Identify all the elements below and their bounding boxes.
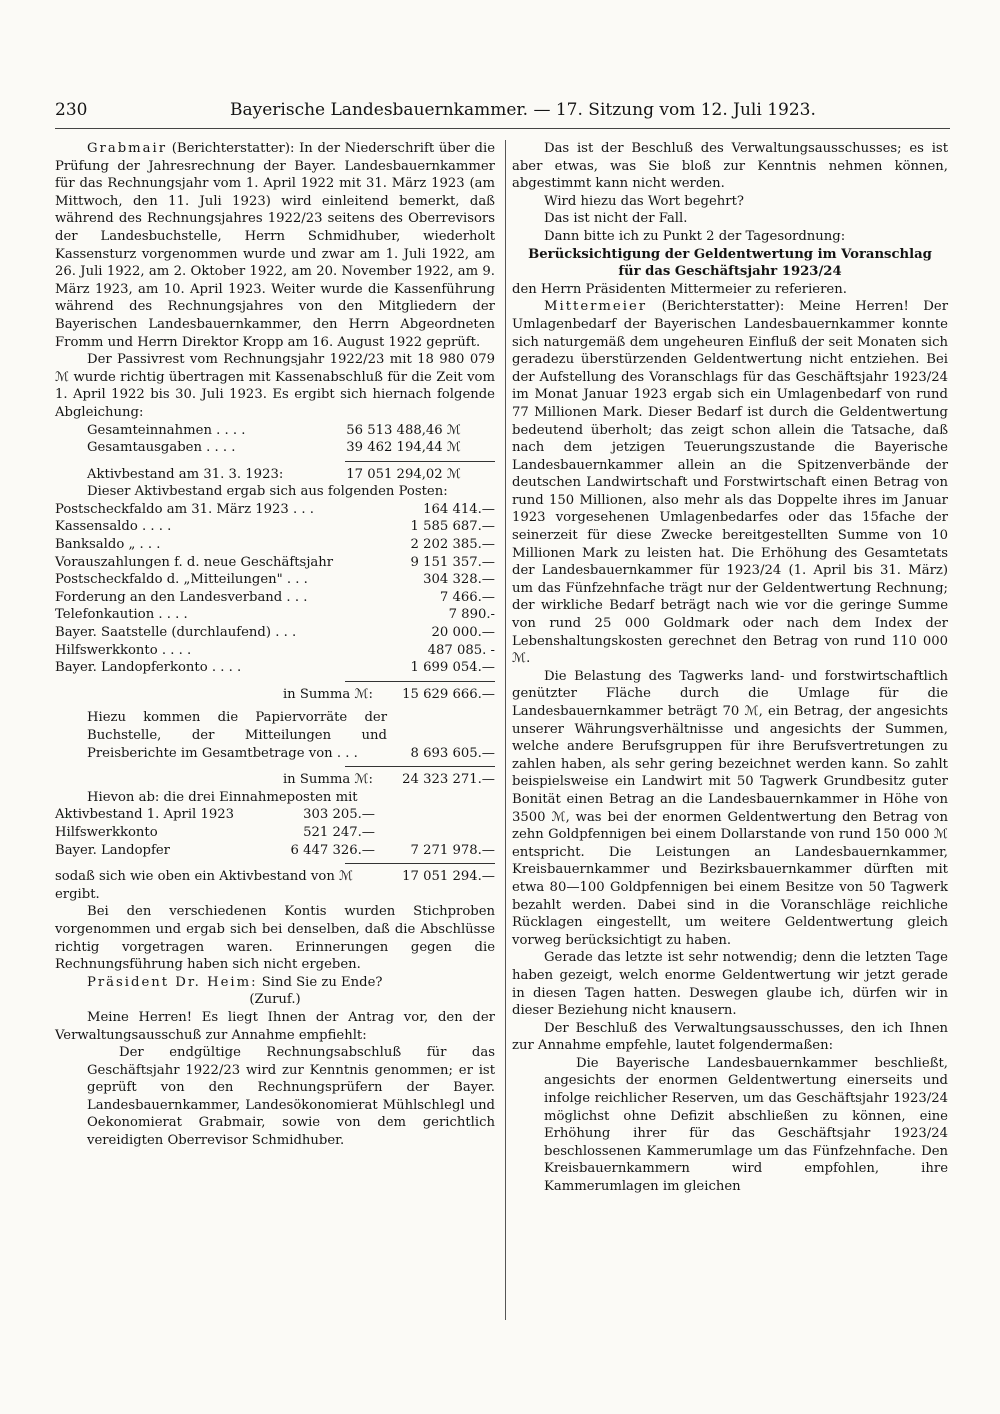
table-row: Banksaldo „ . . . 2 202 385.— — [55, 537, 495, 553]
paragraph: ergibt. — [55, 886, 100, 902]
table-row: Hilfswerkkonto . . . . 487 085. - — [55, 642, 495, 658]
table-row: Vorauszahlungen f. d. neue Geschäftsjahr 9 151 357.— — [55, 554, 495, 570]
paragraph: Der Passivrest vom Rechnungsjahr 1922/23 mit 18 980 079 ℳ wurde richtig übertragen mit Kassenabschluß für die Zeit vom 1. April 1922 bis 30. Juli 1923. Es ergibt sich hiernach folgende Abgleichung: — [55, 352, 495, 420]
paragraph: Gerade das letzte ist sehr notwendig; denn die letzten Tage haben gezeigt, welch enorme Geldentwertung wir jetzt gerade in diesen Tagen hatten. Deswegen glaube ich, dürfen wir in dieser Beziehung nicht knausern. — [512, 950, 948, 1019]
aktiv-row: Aktivbestand am 31. 3. 1923: 17 051 294,02 ℳ — [87, 466, 461, 482]
column-divider — [505, 140, 506, 1320]
sum-rule — [345, 766, 495, 767]
balance-table — [55, 422, 495, 457]
table-row: Aktivbestand 1. April 1923 303 205.— — [55, 807, 375, 823]
paragraph: Die Belastung des Tagwerks land- und forstwirtschaftlich genützter Fläche durch die Umlage für die Landesbauernkammer beträgt 70 ℳ, ein Betrag, der angesichts unserer Währungsverhältnisse und angesichts der Summen, welche andere Berufsgruppen für ihre Berufsvertretungen zu zahlen haben, als sehr gering bezeichnet werden kann. So zahlt beispielsweise ein Landwirt mit 50 Tagwerk Grundbesitz guter Bonität einen Betrag an die Landesbauernkammer in Höhe von 3500 ℳ, was bei der enormen Geldentwertung den Betrag von zehn Goldpfennigen bei einem Dollarstande von rund 150 000 ℳ entspricht. Die Leistungen an Landesbauernkammer, Kreisbauernkammer und Bezirksbauernkammer dürften mit etwa 80—100 Goldpfennigen bei einem Besitze von 50 Tagwerk bezahlt werden. Dabei sind in die Voranschläge reichliche Rücklagen eingestellt, um weitere Geldentwertung gleich vorweg berücksichtigt zu haben. — [512, 668, 948, 948]
motion-quote: Der endgültige Rechnungsabschluß für das Geschäftsjahr 1922/23 wird zur Kenntnis genommen; er ist geprüft von den Rechnungsprüfern der Bayer. Landesbauernkammer, Landesökonomierat Mühlschlegl und Oekonomierat Grabmair, sowie von dem gerichtlich vereidigten Oberrevisor Schmidhuber. — [87, 1045, 495, 1149]
papier-row: Hiezu kommen die Papiervorräte der Buchstelle, der Mitteilungen und Preisberichte im Gesamtbetrage von . . . 8 693 605.— — [87, 710, 495, 761]
paragraph: Der Beschluß des Verwaltungsausschusses, den ich Ihnen zur Annahme empfehle, lautet folgendermaßen: — [512, 1020, 948, 1054]
motion-quote: Die Bayerische Landesbauernkammer beschließt, angesichts der enormen Geldentwertung einerseits und infolge reichlicher Reserven, um das Geschäftsjahr 1923/24 möglichst ohne Defizit abschließen zu können, eine Erhöhung ihrer für das Geschäftsjahr 1923/24 beschlossenen Kammerumlage um das Fünfzehnfache. Den Kreisbauernkammern wird empfohlen, ihre Kammerumlagen im gleichen — [544, 1055, 948, 1195]
paragraph: Das ist nicht der Fall. — [544, 211, 688, 227]
sum-rule — [345, 681, 495, 682]
interjection: (Zuruf.) — [249, 992, 301, 1008]
sum-rule — [345, 461, 495, 462]
page-number: 230 — [55, 100, 88, 120]
page-header — [55, 100, 950, 126]
paragraph: Wird hiezu das Wort begehrt? — [544, 193, 744, 209]
paragraph: den Herrn Präsidenten Mittermeier zu referieren. — [512, 281, 847, 297]
table-row: Postscheckfaldo d. „Mitteilungen" . . . 304 328.— — [55, 572, 495, 588]
paragraph: Grabmair (Berichterstatter): In der Niederschrift über die Prüfung der Jahresrechnung der Bayer. Landesbauernkammer für das Rechnungsjahr vom 1. April 1922 mit 31. März 1923 (am Mittwoch, den 11. Juli 1923) wird einleitend bemerkt, daß während des Rechnungsjahres 1922/23 seitens des Oberrevisors der Landesbuchstelle, Herrn Schmidhuber, wiederholt Kassensturz vorgenommen wurde und zwar am 1. Juli 1922, am 26. Juli 1922, am 2. Oktober 1922, am 20. November 1922, am 9. März 1923, am 10. April 1923. Weiter wurde die Kassenführung während des Rechnungsjahres von den Mitgliedern der Bayerischen Landesbauernkammer, den Herrn Abgeordneten Fromm und Herrn Direktor Kropp am 16. August 1922 geprüft. — [55, 141, 495, 350]
paragraph: Mittermeier (Berichterstatter): Meine Herren! Der Umlagenbedarf der Bayerischen Landesbauernkammer konnte sich naturgemäß dem ungeheuren Einfluß der seit Monaten sich geradezu überstürzenden Geldentwertung nicht entziehen. Bei der Aufstellung des Voranschlags für das Geschäftsjahr 1923/24 im Monat Januar 1923 ergab sich ein Umlagenbedarf von rund 77 Millionen Mark. Dieser Bedarf ist durch die Geldentwertung bedeutend überholt; das zeigt schon allein die Tatsache, daß nach dem jetzigen Teuerungszustande die Bayerische Landesbauernkammer allein an die Spitzenverbände der deutschen Landwirtschaft und Forstwirtschaft einen Betrag von rund 150 Millionen, also mehr als das Doppelte ihres im Januar 1923 vorgesehenen Umlagenbedarfes oder das 15fache der seinerzeit für diese Zwecke bereitgestellten Summe von 10 Millionen Mark zu leisten hat. Die Erhöhung des Gesamtetats der Landesbauernkammer für 1923/24 (1. April bis 31. März) um das Fünfzehnfache trägt nur der Geldentwertung Rechnung; der wirkliche Bedarf beträgt nach wie vor die geringe Summe von rund 25 000 Goldmark oder nach dem Index der Lebenshaltungskosten gerechnet den Betrag von rund 110 000 ℳ. — [512, 299, 948, 667]
running-title: Bayerische Landesbauernkammer. — 17. Sitzung vom 12. Juli 1923. — [230, 100, 816, 120]
paragraph: Dieser Aktivbestand ergab sich aus folgenden Posten: — [87, 484, 448, 500]
paragraph: Meine Herren! Es liegt Ihnen der Antrag vor, den der Verwaltungsausschuß zur Annahme empfiehlt: — [55, 1009, 495, 1043]
table-row: Bayer. Saatstelle (durchlaufend) . . . 20 000.— — [55, 625, 495, 641]
summa-row: in Summa ℳ: 24 323 271.— — [282, 772, 495, 788]
header-rule — [55, 128, 950, 129]
table-row: Telefonkaution . . . . 7 890.- — [55, 607, 495, 623]
paragraph: Das ist der Beschluß des Verwaltungsausschusses; es ist aber etwas, was Sie bloß zur Kenntnis nehmen können, abgestimmt kann nicht werden. — [512, 141, 948, 192]
summa-row: in Summa ℳ: 15 629 666.— — [282, 686, 495, 702]
sum-rule — [345, 863, 495, 864]
paragraph: Präsident Dr. Heim: Sind Sie zu Ende? — [87, 974, 383, 990]
paragraph: Bei den verschiedenen Kontis wurden Stichproben vorgenommen und ergab sich bei denselben, daß die Abschlüsse richtig vorgetragen waren. Erinnerungen gegen die Rechnungsführung haben sich nicht ergeben. — [55, 904, 495, 973]
paragraph: Dann bitte ich zu Punkt 2 der Tagesordnung: — [544, 228, 846, 244]
section-heading: Berücksichtigung der Geldentwertung im Voranschlag — [528, 246, 932, 262]
left-column — [55, 140, 495, 1150]
table-row: Bayer. Landopfer 6 447 326.— 7 271 978.— — [55, 842, 495, 858]
table-row: Forderung an den Landesverband . . . 7 466.— — [55, 589, 495, 605]
section-heading: für das Geschäftsjahr 1923/24 — [618, 264, 842, 280]
right-column — [512, 140, 948, 1196]
speaker-name: Grabmair — [87, 141, 168, 156]
table-row: Gesamteinnahmen . . . . 56 513 488,46 ℳ — [87, 422, 461, 438]
abzug-table — [55, 806, 495, 859]
paragraph: Hievon ab: die drei Einnahmeposten mit — [87, 789, 358, 805]
table-row: Gesamtausgaben . . . . 39 462 194,44 ℳ — [87, 440, 461, 456]
speaker-name: Mittermeier — [544, 299, 648, 315]
table-row: Hilfswerkkonto 521 247.— — [55, 824, 375, 840]
table-row: Kassensaldo . . . . 1 585 687.— — [55, 519, 495, 535]
speaker-name: Präsident Dr. Heim: — [87, 974, 258, 990]
table-row: Bayer. Landopferkonto . . . . 1 699 054.— — [55, 660, 495, 676]
posten-table — [55, 501, 495, 677]
sodass-row: sodaß sich wie oben ein Aktivbestand von ℳ 17 051 294.— — [55, 869, 495, 885]
table-row: Postscheckfaldo am 31. März 1923 . . . 164 414.— — [55, 501, 495, 517]
